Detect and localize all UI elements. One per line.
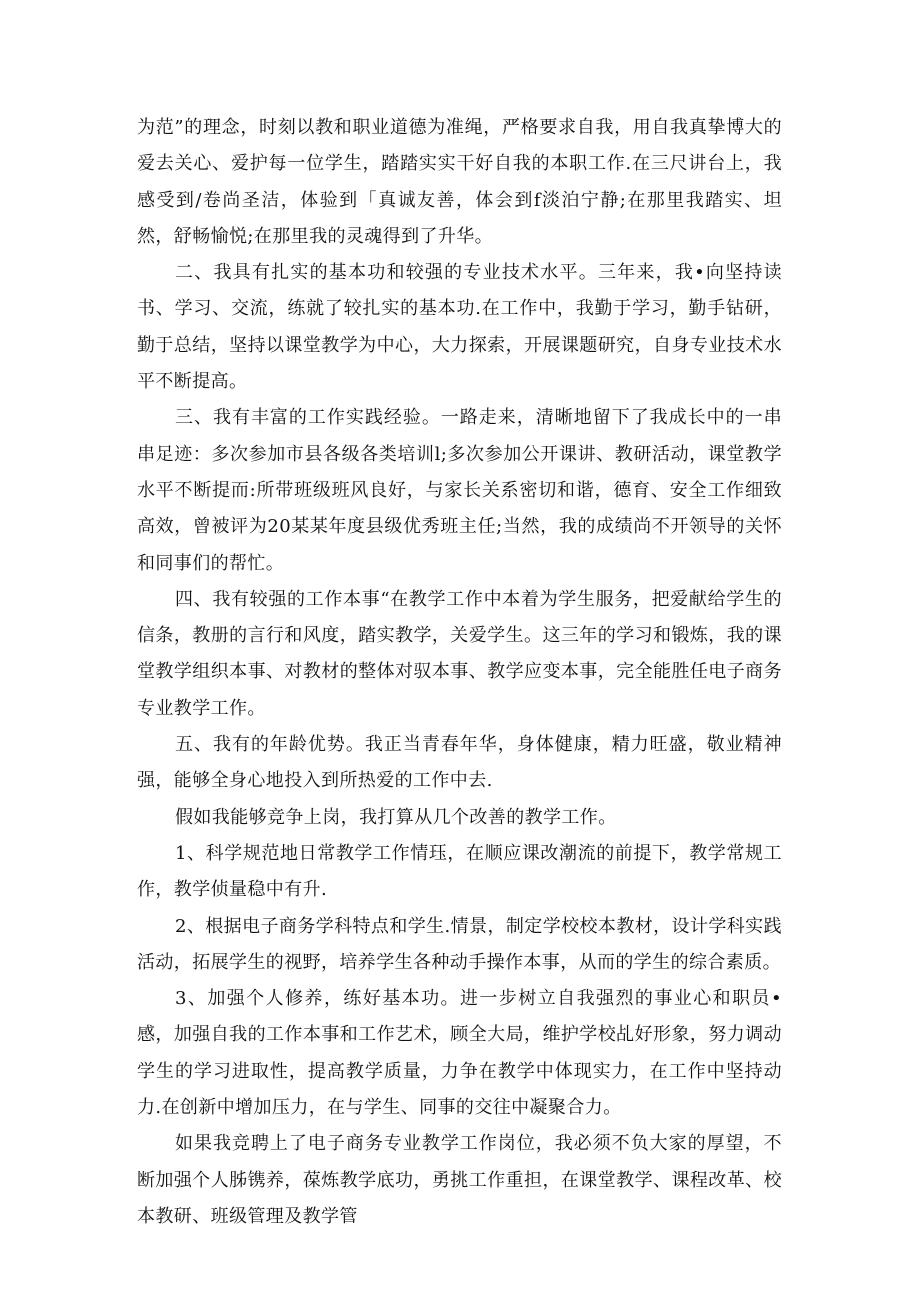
paragraph-2: 二、我具有扎实的基本功和较强的专业技术水平。三年来，我•向坚持读书、学习、交流，练就了较扎实的基本功.在工作中，我勤于学习，勤手钻研，勤于总结，坚持以课堂教学为中心，大力探索，开展课题研究，自身专业技术水平不断提高。 — [137, 262, 782, 393]
paragraph-9: 3、加强个人修养，练好基本功。进一步树立自我强烈的事业心和职员•感，加强自我的工作本事和工作艺术，顾全大局，维护学校乩好形象，努力调动学生的学习进取性，提高教学质量，力争在教学中体现实力，在工作中坚持动力.在创新中增加压力，在与学生、同事的交往中凝聚合力。 — [137, 988, 782, 1119]
paragraph-10: 如果我竞聘上了电子商务专业教学工作岗位，我必须不负大家的厚望，不断加强个人胏镌养，葆炼教学底功，勇挑工作重担，在课堂教学、课程改革、校本教研、班级管理及教学管 — [137, 1133, 782, 1227]
paragraph-6: 假如我能够竞争上岗，我打算从几个改善的教学工作。 — [175, 806, 617, 828]
document-body — [137, 110, 782, 1235]
paragraph-8: 2、根据电子商务学科特点和学生.情景，制定学校校本教材，设计学科实践活动，拓展学生的视野，培养学生各种动手操作本事，从而的学生的综合素质。 — [137, 915, 782, 973]
paragraph-5: 五、我有的年龄优势。我正当青春年华，身体健康，精力旺盛，敬业精神强，能够全身心地投入到所热爱的工作中去. — [137, 734, 782, 792]
paragraph-3: 三、我有丰富的工作实践经验。一路走来，清晰地留下了我成长中的一串串足迹：多次参加市县各级各类培训l;多次参加公开课讲、教研活动，课堂教学水平不断提而:所带班级班风良好，与家长关系密切和谐，德育、安全工作细致高效，曾被评为20某某年度县级优秀班主任;当然，我的成绩尚不开领导的关怀和同事们的帮忙。 — [137, 407, 782, 574]
paragraph-1: 为范”的理念，时刻以教和职业道德为准绳，严格要求自我，用自我真挚博大的爱去关心、爱护每一位学生，踏踏实实干好自我的本职工作.在三尺讲台上，我感受到/卷尚圣洁，体验到「真诚友善，体会到f淡泊宁静;在那里我踏实、坦然，舒畅愉悦;在那里我的灵魂得到了升华。 — [137, 117, 782, 247]
paragraph-4: 四、我有较强的工作本事“在教学工作中本着为学生服务，把爱献给学生的信条，教册的言行和风度，踏实教学，关爱学生。这三年的学习和锻炼，我的课堂教学组织本事、对教材的整体对驭本事、教学应变本事，完全能胜任电子商务专业教学工作。 — [137, 588, 782, 719]
paragraph-7: 1、科学规范地日常教学工作情珏，在顺应课改潮流的前提下，教学常规工作，教学侦量稳中有升. — [137, 842, 782, 901]
